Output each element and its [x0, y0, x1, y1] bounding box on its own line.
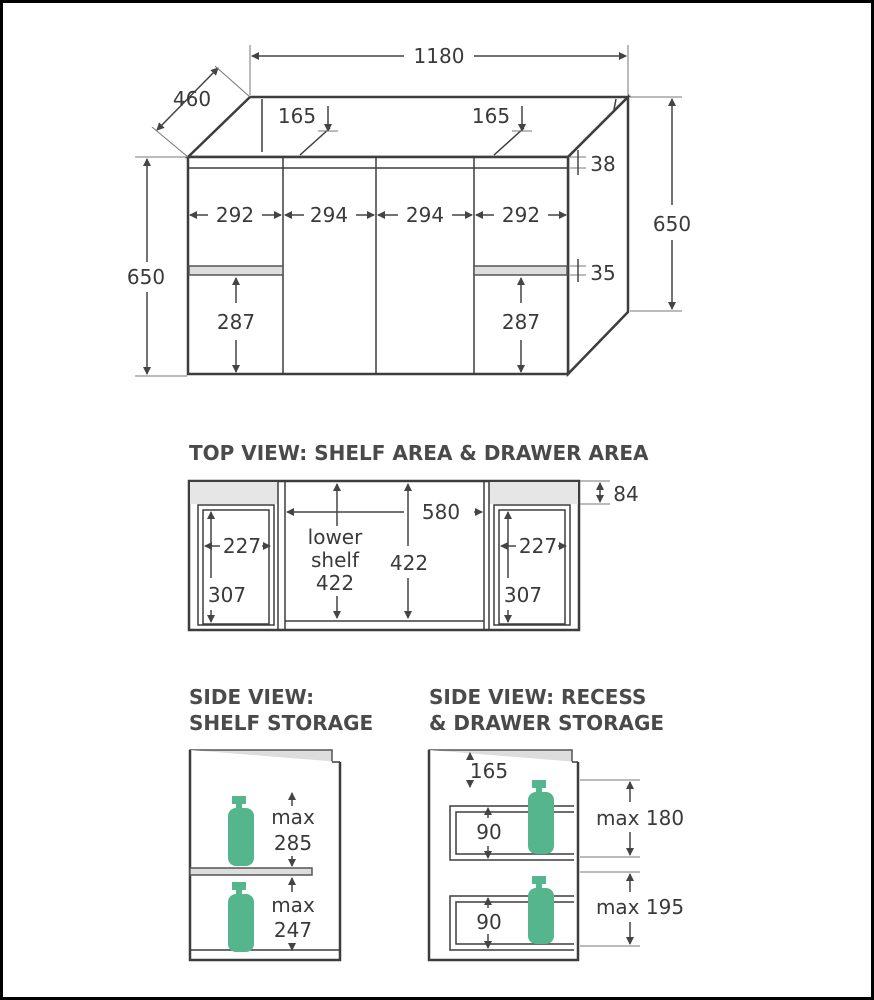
left-drawer-rail: [189, 266, 283, 275]
left-drawer-depth: 307: [207, 583, 247, 607]
right-drawer-depth: 307: [503, 583, 543, 607]
side-recess-heading-2: & DRAWER STORAGE: [429, 711, 665, 735]
max-195-label: max 195: [595, 895, 685, 919]
side-recess-heading-1: SIDE VIEW: RECESS: [429, 685, 647, 709]
right-drawer-rail: [474, 266, 567, 275]
right-back-panel: [489, 482, 578, 504]
left-back-panel: [190, 482, 278, 504]
side-view-shelf: [189, 685, 373, 960]
shelf-cabinet-outline: [190, 750, 340, 960]
basin-depth-left-label: 165: [277, 104, 317, 128]
top-view: [189, 441, 649, 630]
depth-label: 460: [172, 87, 212, 111]
shelf-board: [190, 868, 312, 875]
top-view-heading: TOP VIEW: SHELF AREA & DRAWER AREA: [189, 441, 649, 465]
shelf-width-label: 580: [421, 500, 461, 524]
recess-depth-label: 165: [469, 759, 509, 783]
lower-drawer-height: 90: [476, 910, 502, 934]
shelf-depth-label: 422: [389, 551, 429, 575]
front-view: [127, 44, 691, 376]
basin-depth-right-label: 165: [471, 104, 511, 128]
lower-max-value: 247: [273, 918, 313, 942]
lower-shelf-depth: 422: [315, 571, 355, 595]
back-depth-label: 84: [613, 482, 639, 506]
col-width-4: 292: [501, 203, 541, 227]
max-180-label: max 180: [595, 806, 685, 830]
drawer-right-height: 287: [501, 310, 541, 334]
mid-rail-label: 35: [590, 261, 616, 285]
side-shelf-heading-1: SIDE VIEW:: [189, 685, 315, 709]
col-width-2: 294: [309, 203, 349, 227]
upper-drawer-height: 90: [476, 820, 502, 844]
lower-shelf-word-1: lower: [307, 525, 363, 549]
drawer-left-height: 287: [216, 310, 256, 334]
height-left-label: 650: [126, 265, 166, 289]
side-shelf-heading-2: SHELF STORAGE: [189, 711, 374, 735]
upper-max-value: 285: [273, 831, 313, 855]
right-drawer-width: 227: [518, 534, 558, 558]
col-width-1: 292: [215, 203, 255, 227]
upper-max-word: max: [271, 805, 315, 829]
height-right-label: 650: [652, 212, 692, 236]
lower-shelf-word-2: shelf: [311, 548, 359, 572]
side-view-recess: [429, 685, 684, 960]
width-label: 1180: [413, 44, 465, 68]
col-width-3: 294: [405, 203, 445, 227]
lower-max-word: max: [271, 893, 315, 917]
cabinet-top-surface: [188, 97, 628, 157]
top-rail-label: 38: [590, 152, 616, 176]
left-drawer-width: 227: [222, 534, 262, 558]
